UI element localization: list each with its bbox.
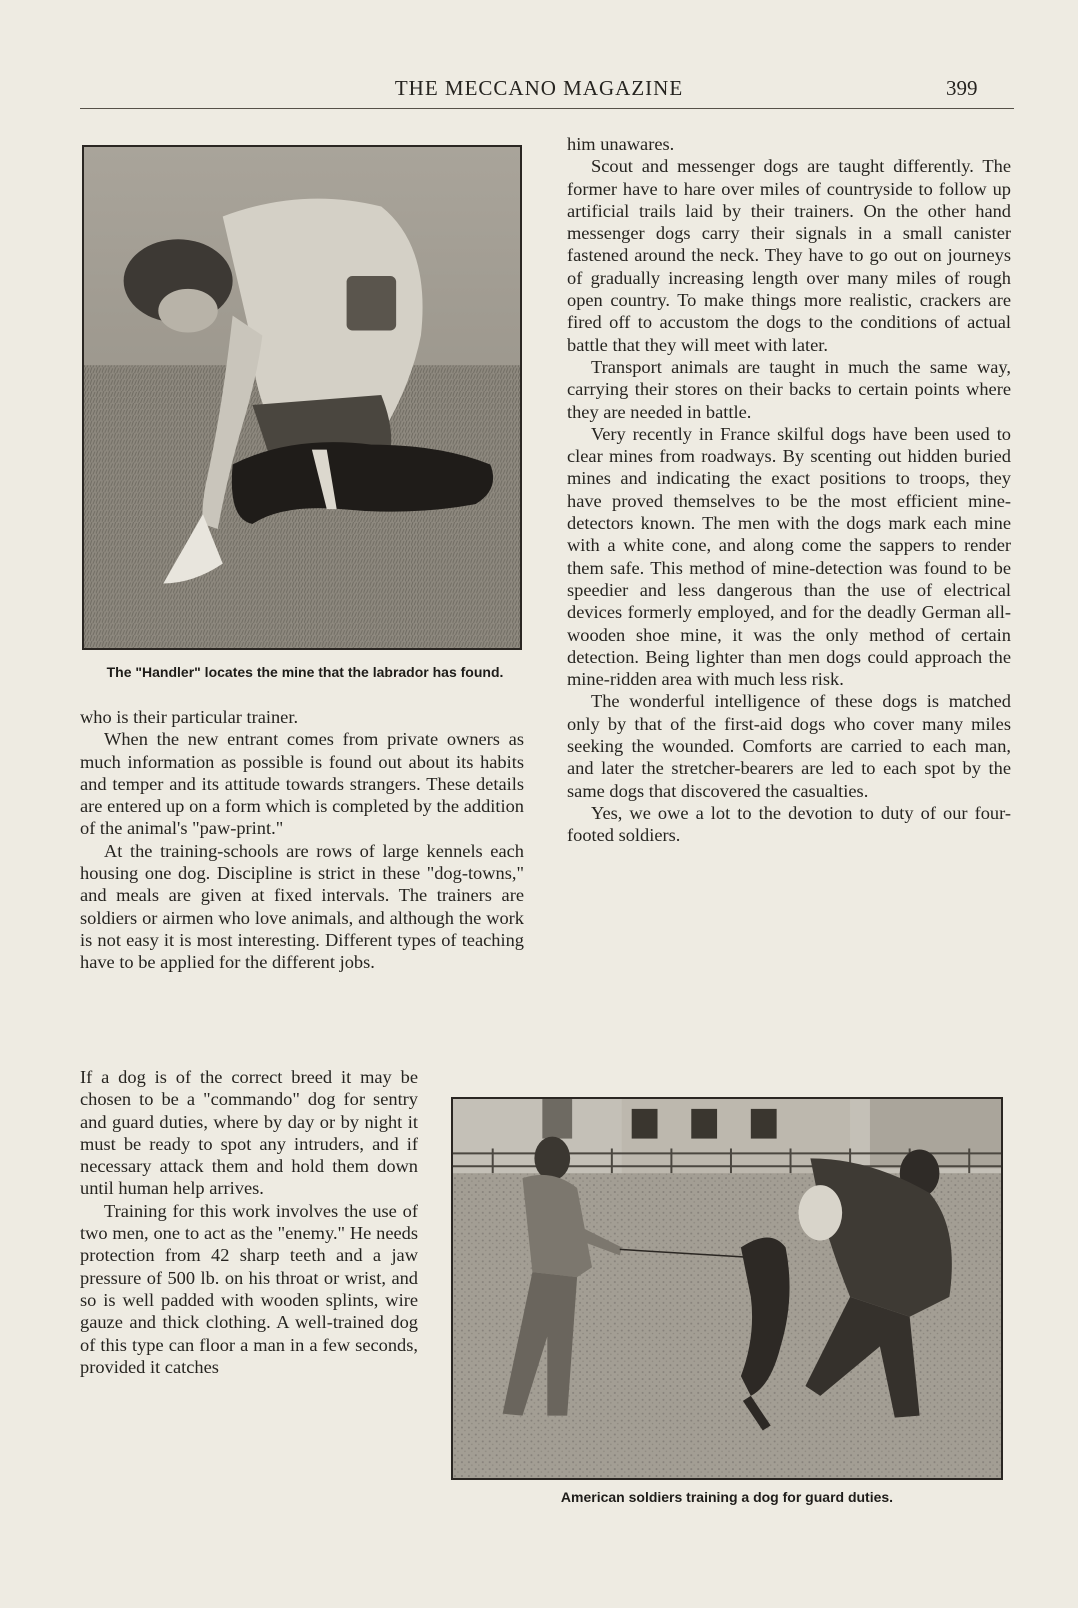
photo-guard-dog-training <box>451 1097 1003 1480</box>
header-rule <box>80 108 1014 109</box>
page-number: 399 <box>946 76 978 100</box>
article-column-left-upper <box>80 706 524 974</box>
paragraph: Training for this work involves the use of two men, one to act as the "enemy." He needs protection from 42 sharp teeth and a jaw pressure of 500 lb. on his throat or wrist, and so is well padded with wooden splints, wire gauze and thick clothing. A well-trained dog of this type can floor a man in a few seconds, provided it catches <box>80 1200 418 1377</box>
paragraph: The wonderful intelligence of these dogs is matched only by that of the first-aid dogs who cover many miles seeking the wounded. Comforts are carried to each man, and later the stretcher-bearers are led to each spot by the same dogs that discovered the casualties. <box>567 691 1011 801</box>
photo-guard-dog-training-image <box>453 1099 1001 1478</box>
article-column-right <box>567 133 1011 847</box>
paragraph: Scout and messenger dogs are taught differently. The former have to hare over miles of countryside to follow up artificial trails laid by their trainers. On the other hand messenger dogs carry their signals in a small canister fastened around the neck. They have to go out on journeys of gradually increasing length over many miles of rough open country. To make things more realistic, crackers are fired off to accustom the dogs to the conditions of actual battle that they will meet with later. <box>567 156 1011 355</box>
photo-guard-dog-training-caption: American soldiers training a dog for guard duties. <box>560 1489 894 1505</box>
photo-handler-labrador-caption: The "Handler" locates the mine that the labrador has found. <box>106 664 504 680</box>
paragraph: who is their particular trainer. <box>80 707 299 727</box>
paragraph: Transport animals are taught in much the same way, carrying their stores on their backs to certain points where they are needed in battle. <box>567 356 1011 422</box>
paragraph: At the training-schools are rows of large kennels each housing one dog. Discipline is strict in these "dog-towns," and meals are given at fixed intervals. The trainers are soldiers or airmen who love animals, and although the work is not easy it is most interesting. Different types of teaching have to be applied for the different jobs. <box>80 840 524 973</box>
paragraph: Very recently in France skilful dogs have been used to clear mines from roadways. By scenting out hidden buried mines and indicating the exact positions to troops, they have proved themselves to be the most efficient mine-detectors known. The men with the dogs mark each mine with a white cone, and along come the sappers to render them safe. This method of mine-detection was found to be speedier and less dangerous than the use of electrical devices formerly employed, and for the deadly German all-wooden shoe mine, it was the only method of certain detection. Being lighter than men dogs could approach the mine-ridden area with much less risk. <box>567 423 1011 690</box>
paragraph: Yes, we owe a lot to the devotion to duty of our four-footed soldiers. <box>567 802 1011 846</box>
photo-handler-labrador <box>82 145 522 650</box>
paragraph: When the new entrant comes from private owners as much information as possible is found out about its habits and temper and its attitude towards strangers. These details are entered up on a form which is completed by the addition of the animal's "paw-print." <box>80 729 524 839</box>
article-column-left-lower <box>80 1066 418 1378</box>
paragraph: him unawares. <box>567 134 675 154</box>
paragraph: If a dog is of the correct breed it may be chosen to be a "commando" dog for sentry and guard duties, where by day or by night it must be ready to spot any intruders, and if necessary attack them and hold them down until human help arrives. <box>80 1067 418 1199</box>
photo-handler-labrador-image <box>84 147 520 648</box>
magazine-title: THE MECCANO MAGAZINE <box>394 76 684 100</box>
